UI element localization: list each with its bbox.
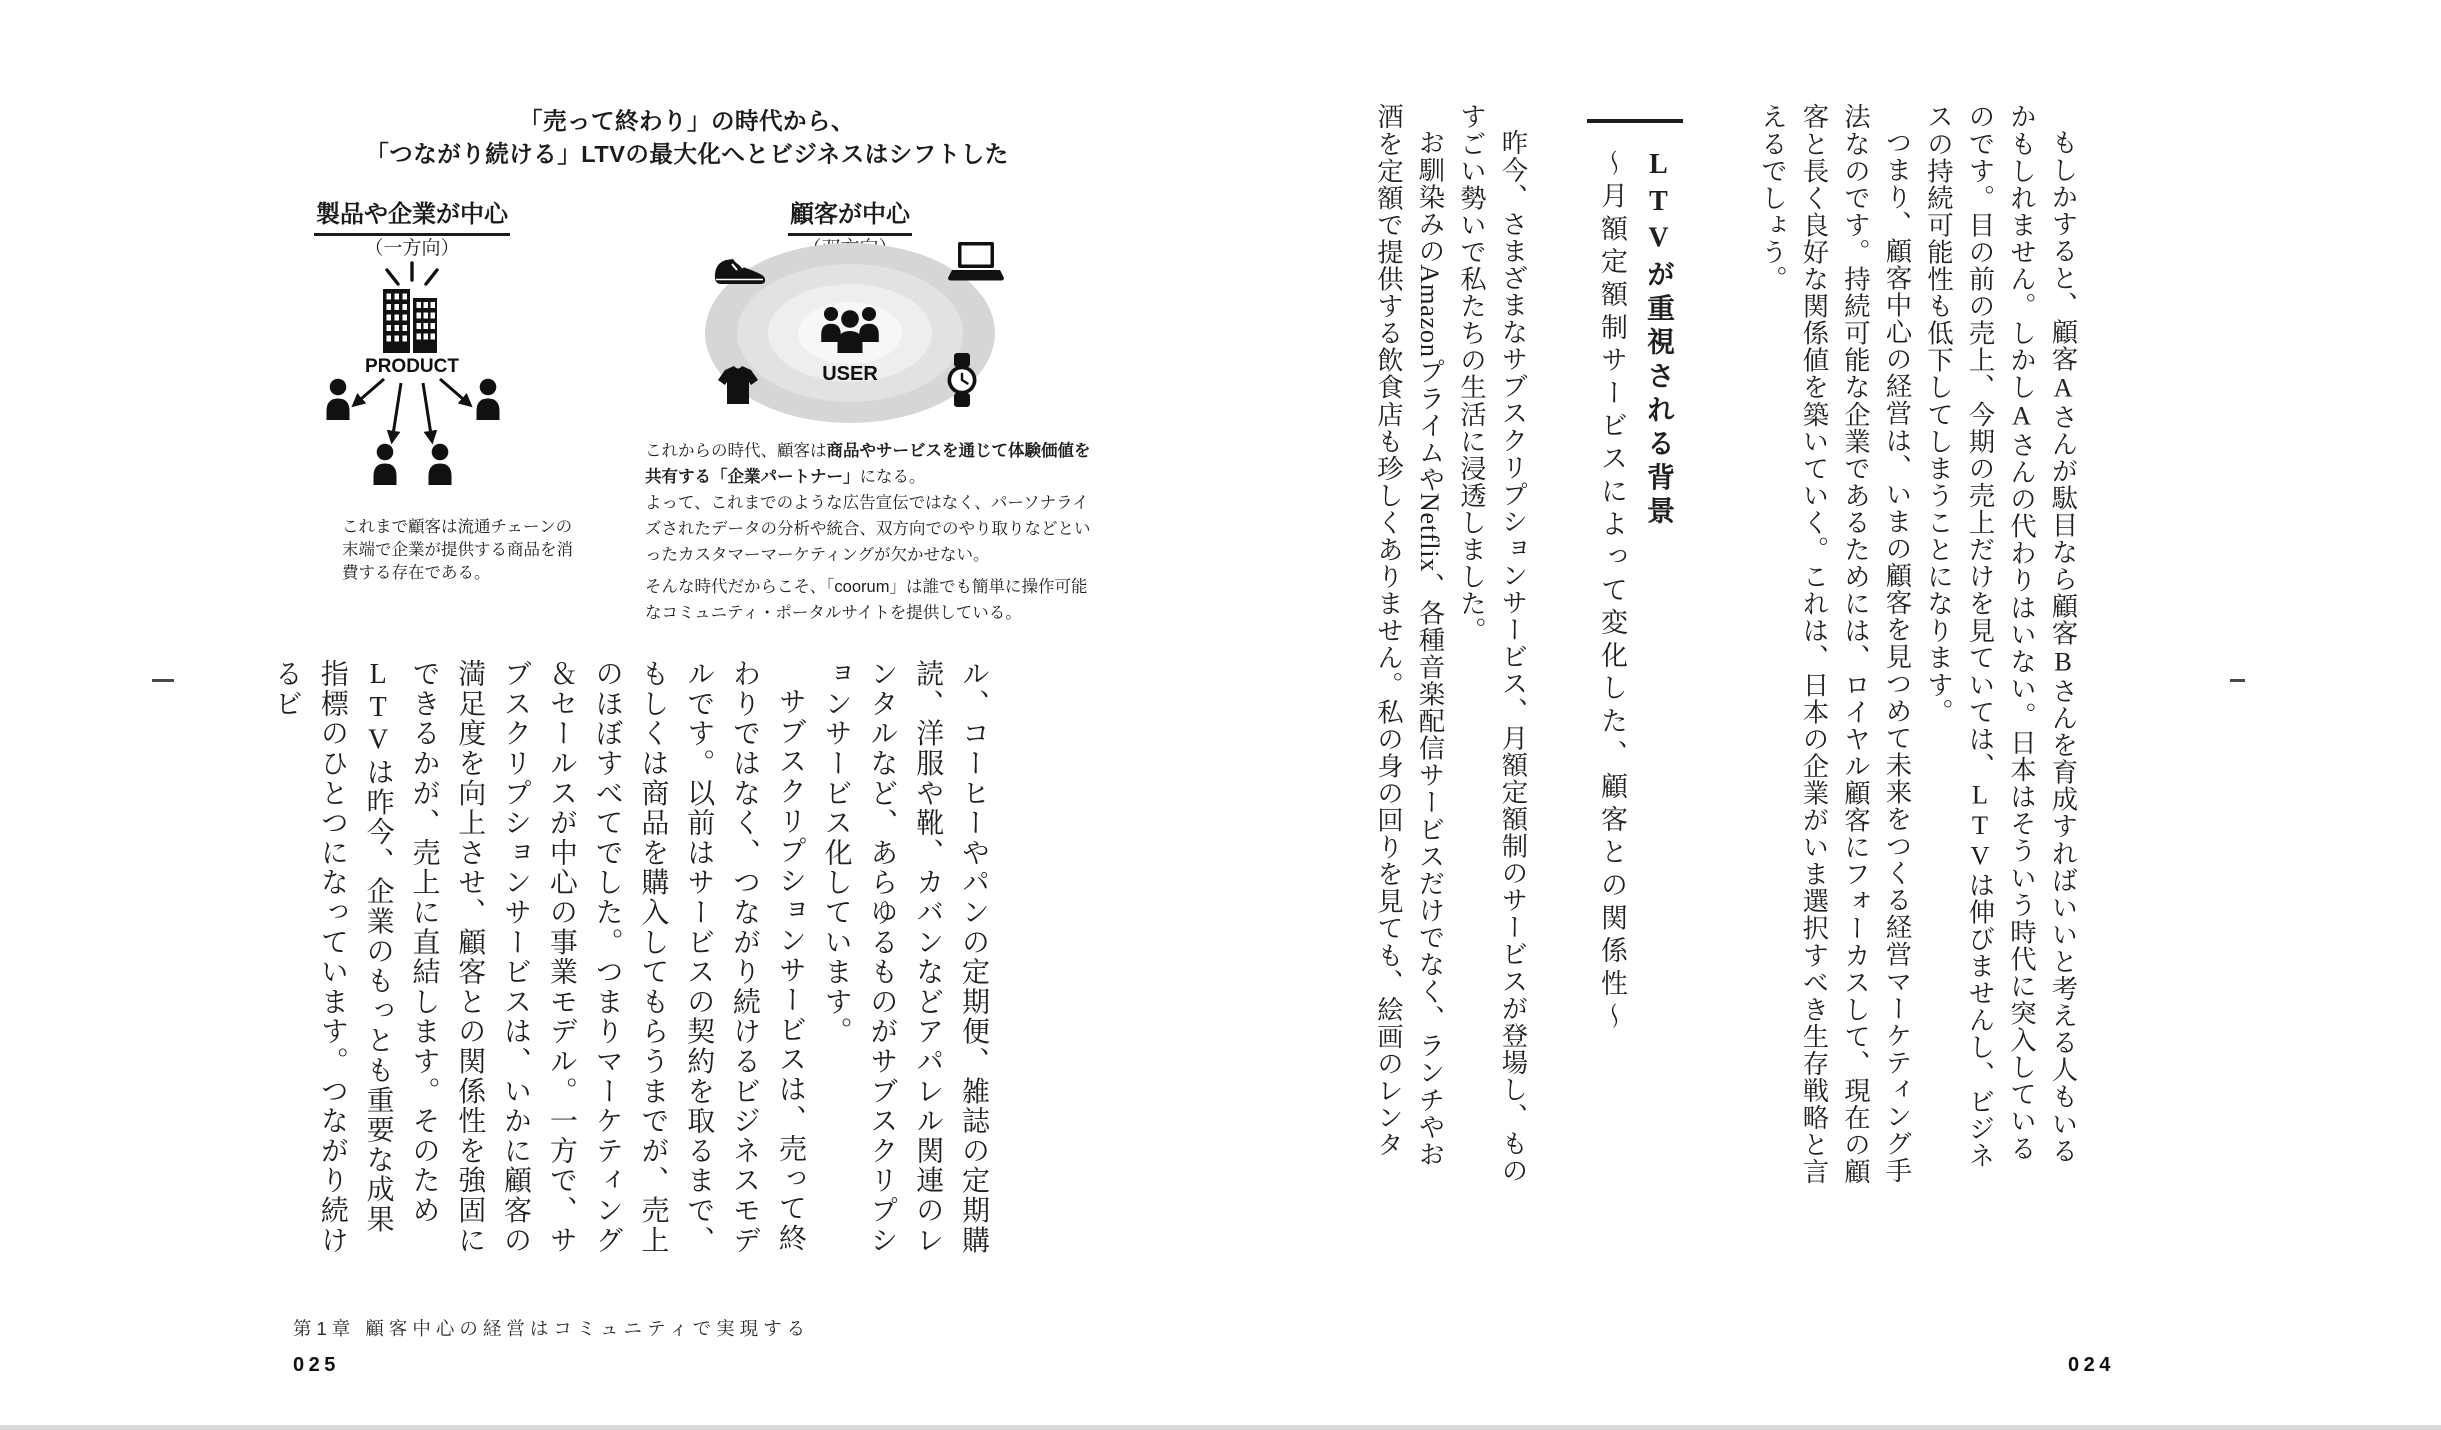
right-page-body-text [1340, 103, 2083, 1187]
laptop-icon [948, 242, 1004, 281]
user-label: USER [822, 363, 878, 385]
section-heading-subtitle: 〜月額定額制サービスによって変化した、顧客との関係性〜 [1597, 149, 1627, 1035]
margin-dash-left [152, 679, 174, 682]
product-model-diagram [300, 255, 530, 505]
left-page-body-text [271, 659, 996, 1257]
person-icon [327, 379, 350, 420]
person-icon [374, 444, 397, 485]
product-model-direction: （一方向） [364, 238, 460, 259]
caption-line: そんな時代だからこそ、「coorum」は誰でも簡単に操作可能なコミュニティ・ポータルサイトを提供している。 [645, 578, 1088, 622]
body-paragraph: サブスクリプションサービスは、売って終わりではなく、つながり続けるビジネスモデルです。以前はサービスの契約を取るまで、もしくは商品を購入してもらうまでが、売上のほぼすべてでした。つまりマーケティング＆セールスが中心の事業モデル。一方で、サブスクリプションサービスは、いかに顧客の満足度を向上させ、顧客との関係性を強固にできるかが、売上に直結します。そのためLTVは昨今、企業のもっとも重要な成果指標のひとつになっています。つながり続けるビ [271, 659, 806, 1255]
scan-edge [0, 1425, 2441, 1430]
section-heading-title: LTVが重視される背景 [1643, 149, 1674, 530]
body-paragraph: ル、コーヒーやパンの定期便、雑誌の定期購読、洋服や靴、カバンなどアパレル関連のレンタルなど、あらゆるものがサブスクリプションサービス化しています。 [820, 659, 989, 1255]
building-icon [383, 289, 437, 353]
person-icon [429, 444, 452, 485]
body-paragraph: つまり、顧客中心の経営は、いまの顧客を見つめて未来をつくる経営マーケティング手法なのです。持続可能な企業であるためには、ロイヤル顧客にフォーカスして、現在の顧客と長く良好な関係値を築いていく。これは、日本の企業がいま選択すべき生存戦略と言えるでしょう。 [1757, 103, 1912, 1185]
figure-title-line1: 「売って終わり」の時代から、 [519, 108, 855, 134]
user-model-caption [645, 438, 1095, 626]
body-paragraph: 昨今、さまざまなサブスクリプションサービス、月額定額制のサービスが登場し、ものすごい勢いで私たちの生活に浸透しました。 [1456, 103, 1528, 1185]
product-label: PRODUCT [365, 356, 459, 377]
figure-title-line2: 「つながり続ける」LTVの最大化へとビジネスはシフトした [365, 141, 1009, 167]
caption-line: これからの時代、顧客は商品やサービスを通じて体験価値を共有する「企業パートナー」になる。 [645, 442, 1091, 486]
section-heading [1589, 103, 1681, 1187]
person-icon [477, 379, 500, 420]
rays-icon [387, 263, 437, 284]
chapter-footer: 第1章 顧客中心の経営はコミュニティで実現する [293, 1318, 811, 1339]
figure-title [337, 105, 1037, 171]
body-paragraph: お馴染みのAmazonプライムやNetflix、各種音楽配信サービスだけでなく、ランチやお酒を定額で提供する飲食店も珍しくありません。私の身の回りを見ても、絵画のレンタ [1373, 103, 1445, 1168]
margin-dash-right [2230, 679, 2245, 682]
user-model-diagram [660, 228, 1060, 452]
caption-line: よって、これまでのような広告宣伝ではなく、パーソナライズされたデータの分析や統合、双方向でのやり取りなどといったカスタマーマーケティングが欠かせない。 [645, 494, 1091, 564]
body-paragraph: もしかすると、顧客Aさんが駄目なら顧客Bさんを育成すればいいと考える人もいるかもしれません。しかしAさんの代わりはいない。日本はそういう時代に突入しているのです。目の前の売上、今期の売上だけを見ていては、LTVは伸びませんし、ビジネスの持続可能性も低下してしまうことになります。 [1923, 103, 2078, 1169]
page-number-right: 024 [2068, 1354, 2115, 1376]
user-model-heading: 顧客が中心 [700, 194, 1000, 236]
page-number-left: 025 [293, 1354, 340, 1376]
product-model-heading: 製品や企業が中心 [262, 194, 562, 236]
product-model-caption: これまで顧客は流通チェーンの末端で企業が提供する商品を消費する存在である。 [342, 518, 573, 582]
arrow-icon [354, 379, 470, 441]
